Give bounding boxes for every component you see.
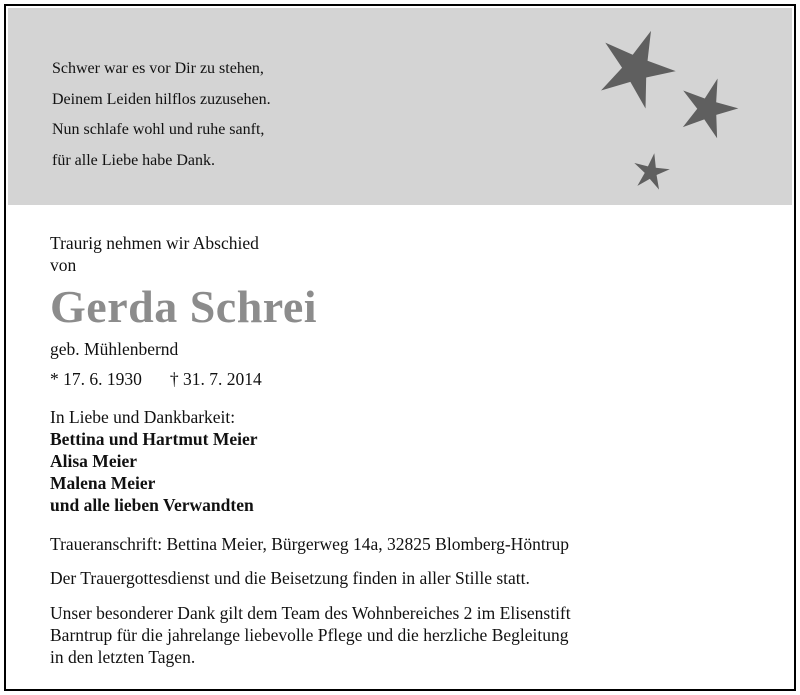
birth-name: geb. Mühlenbernd <box>50 339 179 359</box>
verse-line: für alle Liebe habe Dank. <box>52 151 216 169</box>
death-date: † 31. 7. 2014 <box>169 369 262 389</box>
thanks-line: Unser besonderer Dank gilt dem Team des Wohnbereiches 2 im Elisenstift <box>50 603 571 623</box>
mourner-name: und alle lieben Verwandten <box>50 495 254 515</box>
stars-decoration <box>8 8 792 205</box>
verse-line: Schwer war es vor Dir zu stehen, <box>52 60 264 77</box>
intro-line: von <box>50 255 77 275</box>
intro-line: Traurig nehmen wir Abschied <box>50 233 259 253</box>
mourners-intro: In Liebe und Dankbarkeit: <box>50 407 236 427</box>
thanks-line: Barntrup für die jahrelange liebevolle Pflege und die herzliche Begleitung <box>50 625 569 645</box>
thanks-line: in den letzten Tagen. <box>50 647 196 667</box>
star-icon <box>630 150 672 191</box>
mourner-name: Alisa Meier <box>50 451 137 471</box>
service-notice: Der Trauergottesdienst und die Beisetzung finden in aller Stille statt. <box>50 568 530 588</box>
obituary-body <box>50 232 770 668</box>
deceased-name: Gerda Schrei <box>50 281 318 332</box>
thanks-paragraph <box>50 602 770 668</box>
mourner-name: Malena Meier <box>50 473 156 493</box>
verse-line: Deinem Leiden hilflos zuzusehen. <box>52 90 271 108</box>
header-banner <box>8 8 792 205</box>
obituary-frame <box>4 4 796 691</box>
mourning-address: Traueranschrift: Bettina Meier, Bürgerweg 14a, 32825 Blomberg-Höntrup <box>50 534 570 554</box>
mourner-name: Bettina und Hartmut Meier <box>50 429 258 449</box>
birth-date: * 17. 6. 1930 <box>50 369 142 389</box>
life-dates <box>50 368 770 390</box>
verse-line: Nun schlafe wohl und ruhe sanft, <box>52 121 265 138</box>
star-icon <box>672 70 745 142</box>
star-icon <box>588 17 686 114</box>
